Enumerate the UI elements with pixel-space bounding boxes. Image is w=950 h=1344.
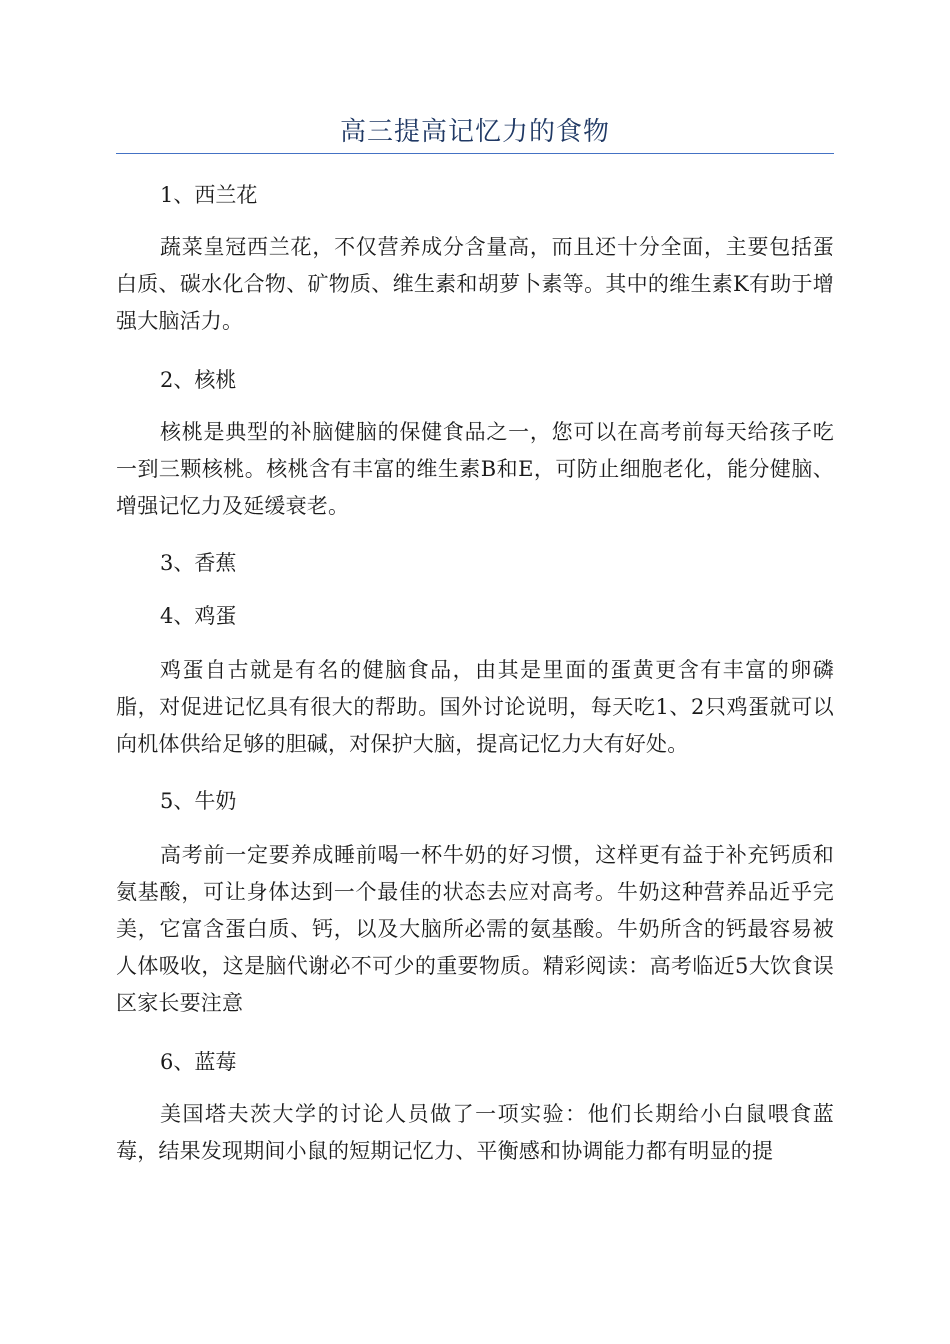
section-body-milk: 高考前一定要养成睡前喝一杯牛奶的好习惯，这样更有益于补充钙质和氨基酸，可让身体达到一个最佳的状态去应对高考。牛奶这种营养品近乎完美，它富含蛋白质、钙，以及大脑所必需的氨基酸。牛奶所含的钙最容易被人体吸收，这是脑代谢必不可少的重要物质。精彩阅读：高考临近5大饮食误区家长要注意 bbox=[116, 843, 834, 1015]
section-heading-broccoli: 1、西兰花 bbox=[160, 183, 258, 207]
section-body-broccoli: 蔬菜皇冠西兰花，不仅营养成分含量高，而且还十分全面，主要包括蛋白质、碳水化合物、矿物质、维生素和胡萝卜素等。其中的维生素K有助于增强大脑活力。 bbox=[116, 235, 834, 333]
section-heading-egg: 4、鸡蛋 bbox=[160, 604, 237, 628]
section-body-blueberry: 美国塔夫茨大学的讨论人员做了一项实验：他们长期给小白鼠喂食蓝莓，结果发现期间小鼠的短期记忆力、平衡感和协调能力都有明显的提 bbox=[116, 1102, 834, 1163]
section-heading-blueberry: 6、蓝莓 bbox=[160, 1050, 237, 1074]
title-underline bbox=[116, 153, 834, 154]
section-heading-milk: 5、牛奶 bbox=[160, 789, 237, 813]
section-body-walnut: 核桃是典型的补脑健脑的保健食品之一，您可以在高考前每天给孩子吃一到三颗核桃。核桃含有丰富的维生素B和E，可防止细胞老化，能分健脑、增强记忆力及延缓衰老。 bbox=[116, 420, 834, 518]
section-heading-banana: 3、香蕉 bbox=[160, 551, 237, 575]
section-heading-walnut: 2、核桃 bbox=[160, 368, 237, 392]
section-body-egg: 鸡蛋自古就是有名的健脑食品，由其是里面的蛋黄更含有丰富的卵磷脂，对促进记忆具有很大的帮助。国外讨论说明，每天吃1、2只鸡蛋就可以向机体供给足够的胆碱，对保护大脑，提高记忆力大有好处。 bbox=[116, 658, 834, 756]
document-title: 高三提高记忆力的食物 bbox=[339, 117, 610, 147]
